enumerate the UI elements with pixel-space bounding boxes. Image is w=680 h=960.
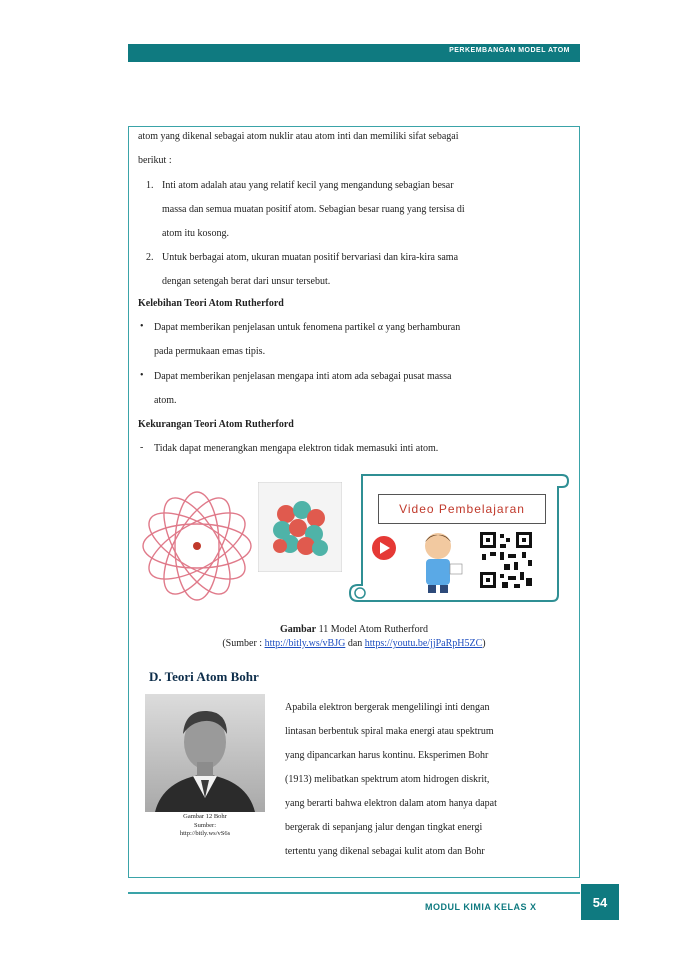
footer-line (128, 892, 580, 894)
bohr-caption-source-link[interactable]: http://bitly.ws/vS6s (179, 830, 231, 837)
list-number: 1. (146, 180, 154, 191)
bohr-text-line-5: yang berarti bahwa elektron dalam atom hanya dapat (285, 798, 497, 809)
figure-caption-label: Gambar (280, 624, 317, 635)
qr-code-icon[interactable] (478, 530, 534, 590)
bullet-icon: • (140, 370, 144, 381)
cartoon-student-icon (412, 528, 470, 594)
kelebihan-title: Kelebihan Teori Atom Rutherford (138, 298, 284, 309)
page-number: 54 (581, 884, 619, 920)
bohr-text-line-3: yang dipancarkan harus kontinu. Eksperimen Bohr (285, 750, 489, 761)
kelebihan-item-1-line-1: Dapat memberikan penjelasan untuk fenomena partikel α yang berhamburan (154, 322, 461, 333)
list-item-2-line-2: dengan setengah berat dari unsur tersebut. (162, 276, 331, 287)
bohr-text-line-6: bergerak di sepanjang jalur dengan tingkat energi (285, 822, 483, 833)
list-item-1-line-1: Inti atom adalah atau yang relatif kecil yang mengandung sebagian besar (162, 180, 454, 191)
nucleus-illustration (258, 482, 342, 572)
bohr-text-line-4: (1913) melibatkan spektrum atom hidrogen diskrit, (285, 774, 490, 785)
source-suffix: ) (482, 638, 486, 649)
rutherford-orbit-illustration (138, 480, 256, 612)
bullet-icon: • (140, 321, 144, 332)
intro-line-2: berikut : (138, 155, 172, 166)
list-number: 2. (146, 252, 154, 263)
kelebihan-item-2-line-1: Dapat memberikan penjelasan mengapa inti atom ada sebagai pusat massa (154, 371, 452, 382)
bohr-text-line-2: lintasan berbentuk spiral maka energi atau spektrum (285, 726, 494, 737)
video-pembelajaran-label[interactable]: Video Pembelajaran (378, 494, 546, 524)
intro-line-1: atom yang dikenal sebagai atom nuklir atau atom inti dan memiliki sifat sebagai (138, 131, 459, 142)
kekurangan-title: Kekurangan Teori Atom Rutherford (138, 419, 294, 430)
bohr-photo-caption (143, 813, 267, 839)
source-link-1[interactable]: http://bitly.ws/vBJG (264, 638, 346, 649)
bohr-caption-source-label: Sumber: (193, 821, 217, 829)
list-item-2-line-1: Untuk berbagai atom, ukuran muatan positif bervariasi dan kira-kira sama (162, 252, 459, 263)
bullet-icon: - (140, 442, 144, 453)
figure-source (128, 638, 580, 649)
list-item-1-line-3: atom itu kosong. (162, 228, 229, 239)
list-item-1-line-2: massa dan semua muatan positif atom. Sebagian besar ruang yang tersisa di (162, 204, 465, 215)
source-link-2[interactable]: https://youtu.be/jjPaRpH5ZC (364, 638, 483, 649)
section-d-title: D. Teori Atom Bohr (149, 669, 259, 684)
source-prefix: (Sumber : (222, 638, 265, 649)
play-icon[interactable] (370, 534, 398, 562)
figure-caption (128, 624, 580, 635)
kekurangan-item-1-line-1: Tidak dapat menerangkan mengapa elektron tidak memasuki inti atom. (154, 443, 439, 454)
kelebihan-item-1-line-2: pada permukaan emas tipis. (154, 346, 266, 357)
bohr-caption-title: Gambar 12 Bohr (183, 813, 227, 820)
bohr-photo (145, 694, 265, 812)
footer-label: MODUL KIMIA KELAS X (425, 902, 537, 912)
bohr-text-line-7: tertentu yang dikenal sebagai kulit atom dan Bohr (285, 846, 485, 857)
source-mid: dan (345, 638, 365, 649)
bohr-text-line-1: Apabila elektron bergerak mengelilingi inti dengan (285, 702, 490, 713)
header-title: PERKEMBANGAN MODEL ATOM (449, 47, 570, 54)
figure-caption-text: 11 Model Atom Rutherford (316, 624, 428, 635)
header-bar (128, 44, 580, 62)
kelebihan-item-2-line-2: atom. (154, 395, 177, 406)
